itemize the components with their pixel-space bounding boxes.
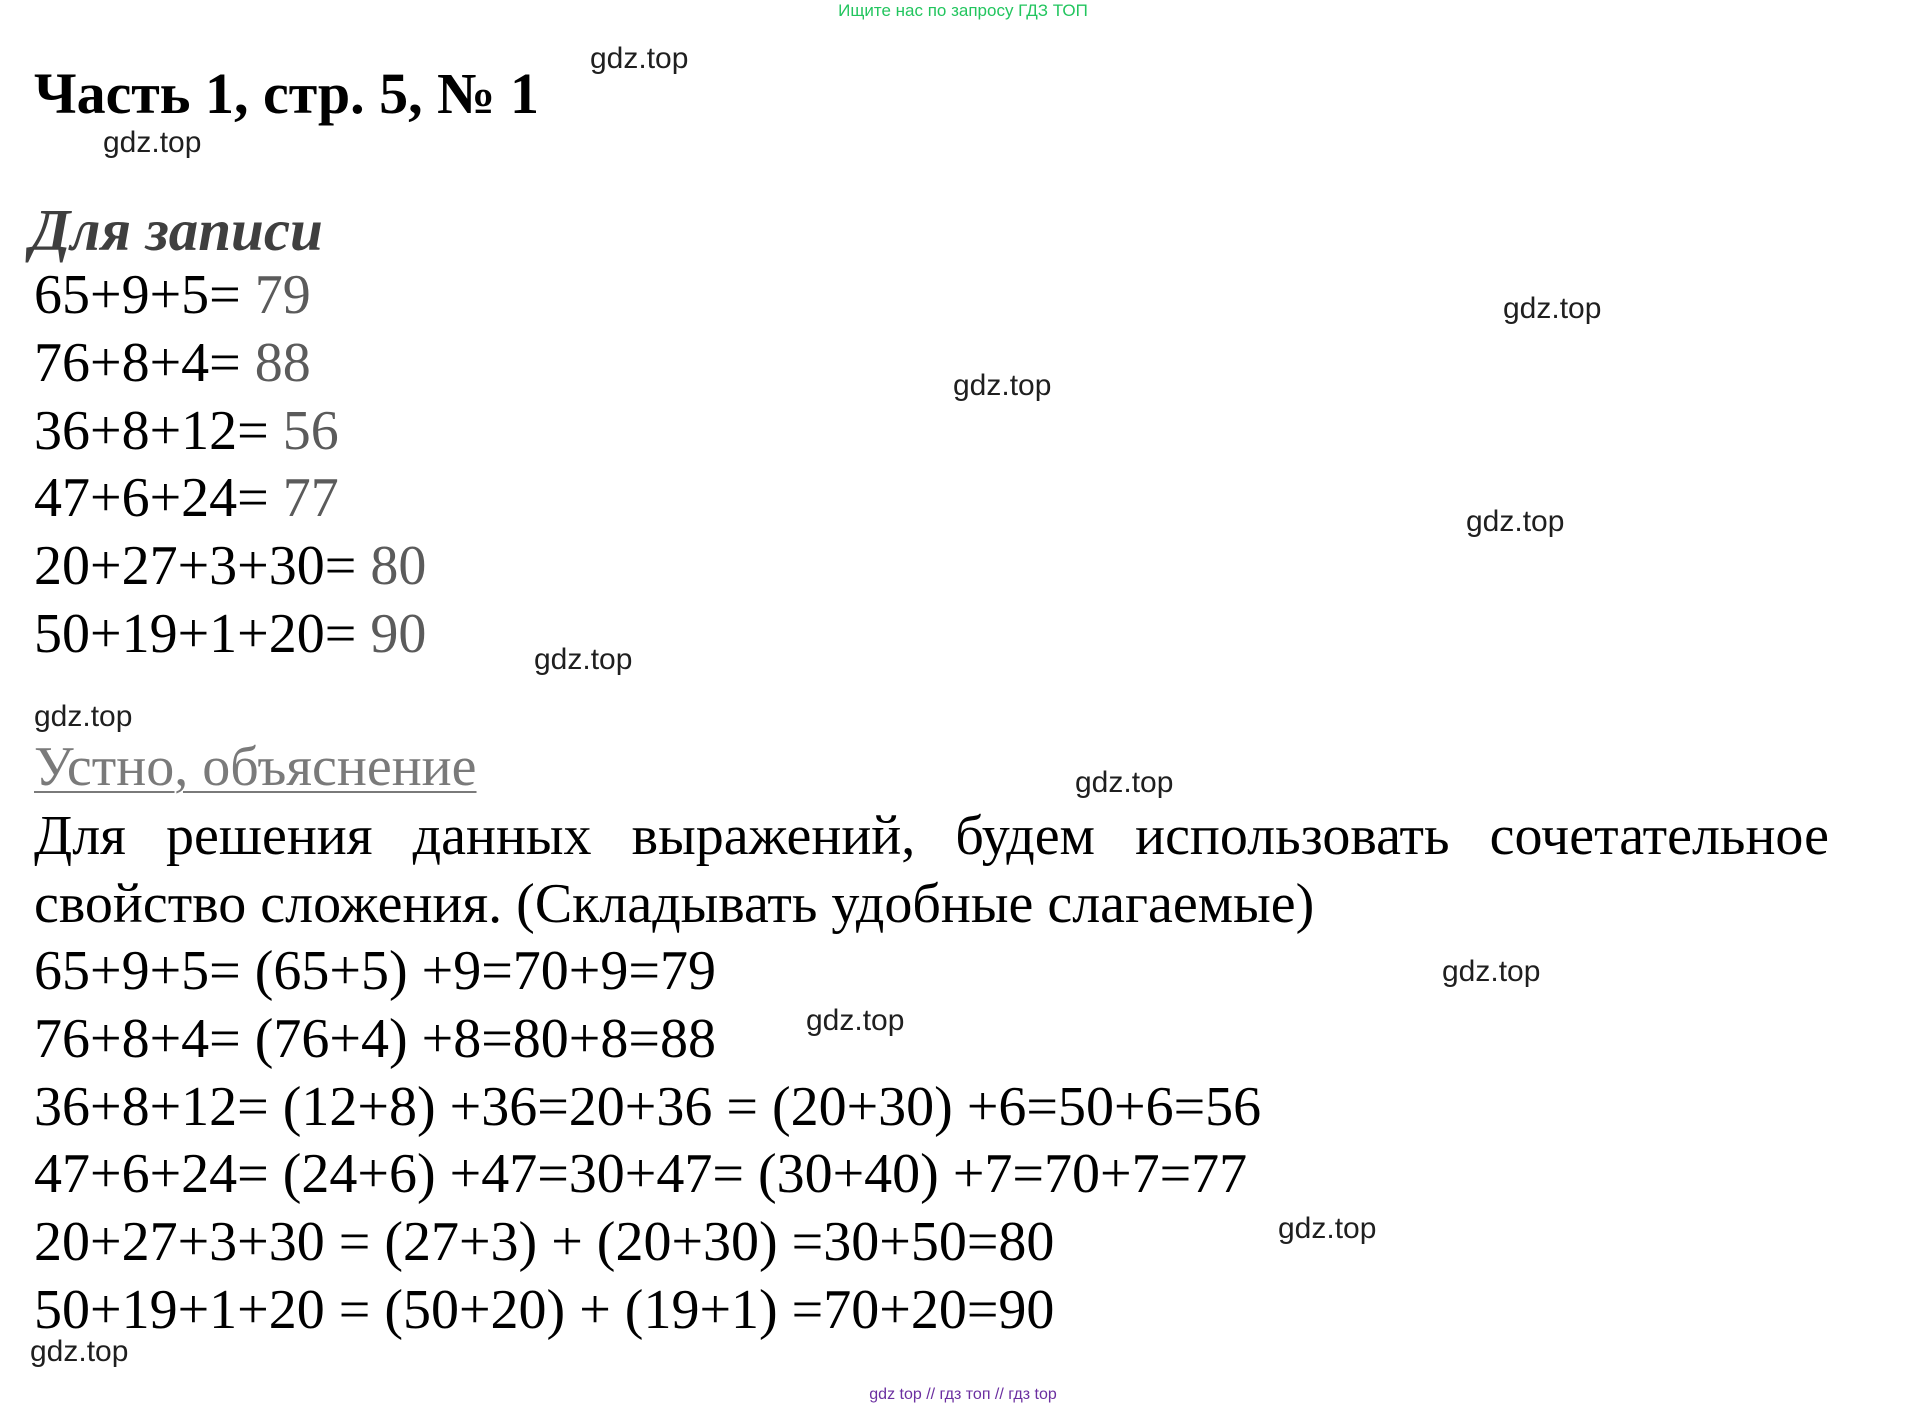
explanation-word: данных (412, 805, 592, 867)
record-answer: 90 (370, 602, 427, 665)
record-expression: 36+8+12= (34, 399, 283, 462)
solution-row: 65+9+5= (65+5) +9=70+9=79 (34, 940, 716, 1002)
explanation-word: выражений, (631, 805, 916, 867)
explanation-word: использовать (1135, 805, 1450, 867)
record-expression: 76+8+4= (34, 331, 255, 394)
watermark: gdz.top (103, 126, 202, 159)
record-heading: Для записи (30, 197, 323, 263)
record-row (34, 398, 426, 466)
explanation-paragraph (34, 803, 1829, 939)
solution-row: 76+8+4= (76+4) +8=80+8=88 (34, 1007, 716, 1070)
record-expression: 47+6+24= (34, 467, 283, 530)
explanation-line-1 (34, 803, 1829, 871)
record-expression: 20+27+3+30= (34, 535, 371, 598)
explanation-word: Для (34, 805, 126, 867)
watermark: gdz.top (1075, 766, 1174, 799)
record-row (34, 533, 426, 601)
watermark: gdz.top (1466, 505, 1565, 538)
watermark: gdz.top (1278, 1212, 1377, 1245)
record-row (34, 330, 426, 398)
footer-watermark: gdz top // гдз топ // гдз top (869, 1386, 1057, 1403)
watermark: gdz.top (806, 1004, 905, 1037)
solution-row: 20+27+3+30 = (27+3) + (20+30) =30+50=80 (34, 1211, 1055, 1274)
solution-list (34, 938, 1261, 1345)
solution-row: 47+6+24= (24+6) +47=30+47= (30+40) +7=70+7=77 (34, 1143, 1248, 1206)
solution-row: 36+8+12= (12+8) +36=20+36 = (20+30) +6=50+6=56 (34, 1075, 1262, 1138)
explanation-line-2: свойство сложения. (Складывать удобные слагаемые) (34, 872, 1315, 935)
page-title: Часть 1, стр. 5, № 1 (34, 61, 539, 126)
explanation-word: будем (955, 805, 1095, 867)
watermark: gdz.top (953, 369, 1052, 402)
explanation-word: решения (166, 805, 373, 867)
solution-row: 50+19+1+20 = (50+20) + (19+1) =70+20=90 (34, 1278, 1055, 1341)
top-banner: Ищите нас по запросу ГДЗ ТОП (838, 1, 1088, 20)
watermark: gdz.top (1503, 292, 1602, 325)
record-answer: 56 (282, 399, 339, 462)
record-row (34, 601, 426, 669)
record-row (34, 262, 426, 330)
watermark: gdz.top (1442, 955, 1541, 988)
watermark: gdz.top (34, 700, 133, 733)
watermark: gdz.top (534, 643, 633, 676)
record-list (34, 262, 426, 669)
record-row (34, 465, 426, 533)
record-expression: 50+19+1+20= (34, 602, 371, 665)
watermark: gdz.top (590, 42, 689, 75)
record-answer: 88 (254, 331, 311, 394)
oral-heading: Устно, объяснение (34, 736, 477, 798)
record-answer: 80 (370, 535, 427, 598)
record-answer: 77 (282, 467, 339, 530)
explanation-word: сочетательное (1489, 805, 1829, 867)
watermark: gdz.top (30, 1335, 129, 1368)
record-expression: 65+9+5= (34, 264, 255, 326)
record-answer: 79 (254, 264, 311, 326)
